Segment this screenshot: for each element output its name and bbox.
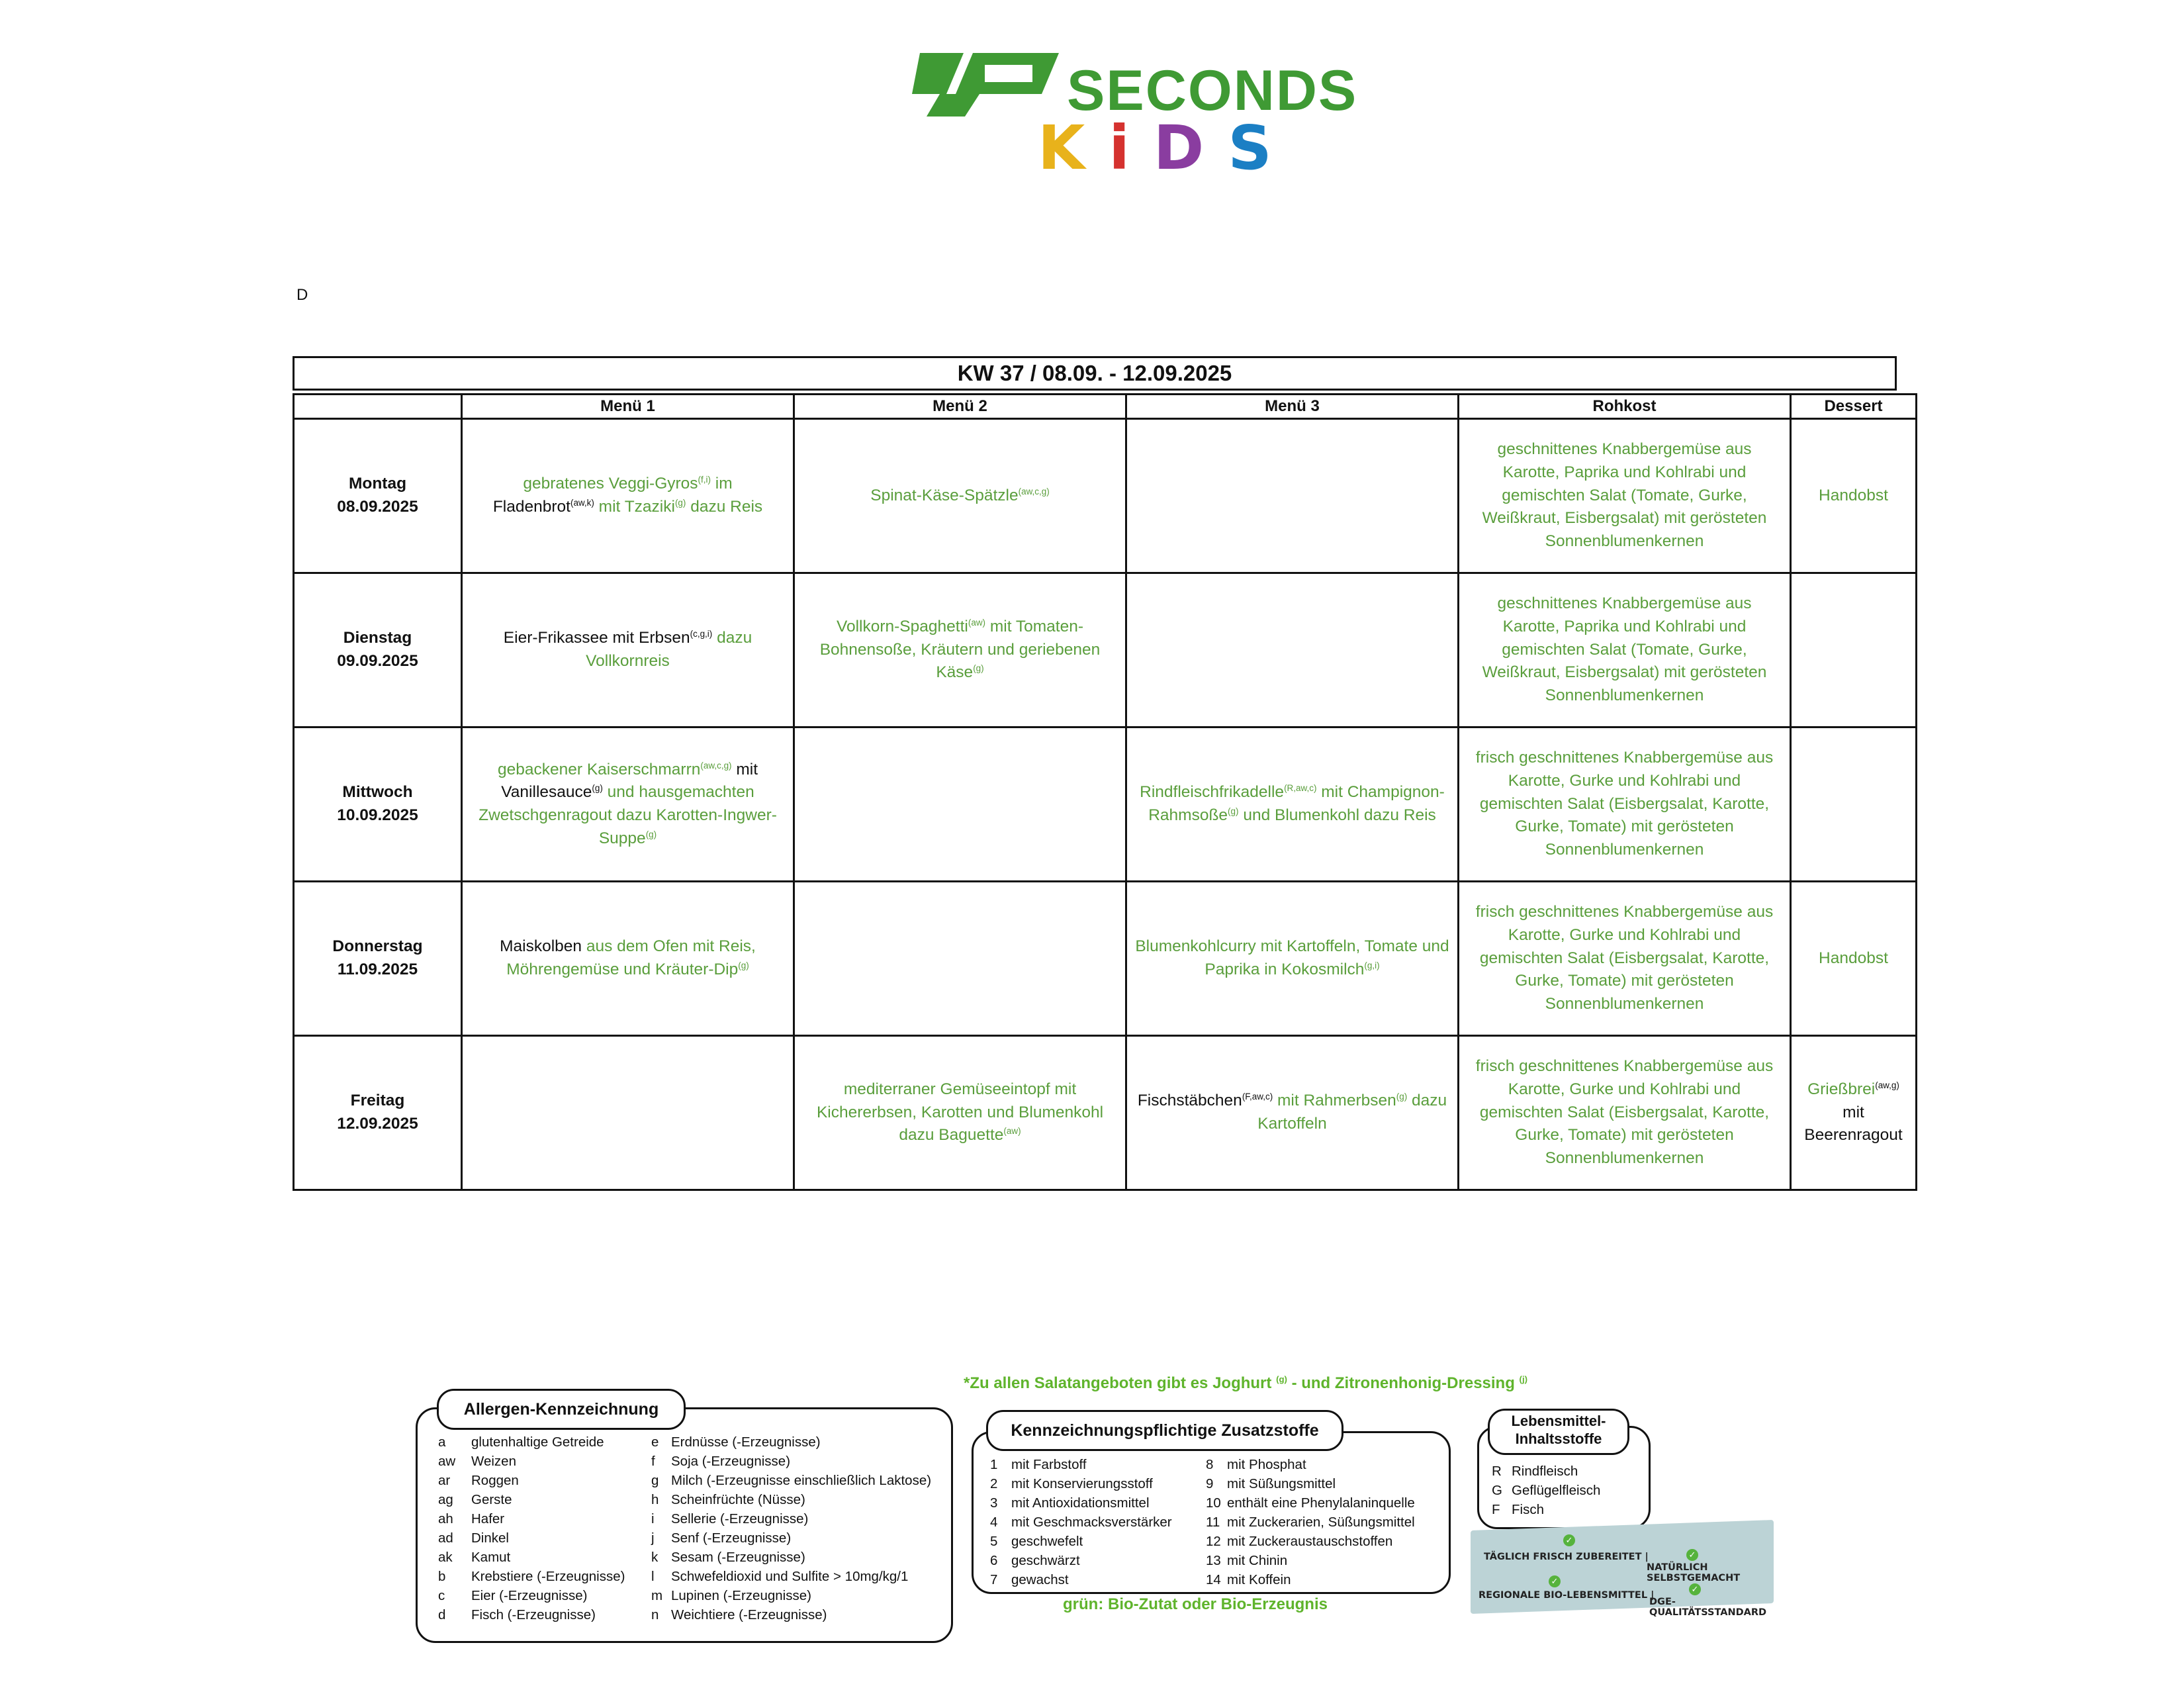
dish-text: Grießbrei — [1807, 1080, 1876, 1098]
dish-text: dazu Reis — [686, 498, 763, 516]
legend-item — [1206, 1532, 1415, 1551]
allergen-code: (g) — [645, 829, 657, 839]
legend-item — [438, 1490, 625, 1509]
legend-label: Kamut — [471, 1550, 511, 1565]
legend-code: aw — [438, 1454, 456, 1469]
forty-logo-mark — [900, 53, 1066, 117]
legend-label: geschwärzt — [1011, 1553, 1080, 1568]
legend-code: b — [438, 1569, 446, 1584]
column-header-dessert: Dessert — [1791, 395, 1917, 419]
legend-code: 3 — [990, 1495, 998, 1511]
allergen-code: (F,aw,c) — [1242, 1092, 1273, 1102]
column-header-rohkost: Rohkost — [1459, 395, 1791, 419]
legend-item — [438, 1471, 625, 1490]
legend-code: ag — [438, 1492, 453, 1507]
legend-code: 11 — [1206, 1515, 1220, 1530]
kids-letter-s: S — [1228, 113, 1273, 183]
legend-code: 12 — [1206, 1534, 1221, 1549]
allergen-code: (R,aw,c) — [1284, 783, 1317, 794]
dish-text: im — [711, 475, 733, 493]
legend-code: 10 — [1206, 1495, 1221, 1511]
table-row — [294, 1036, 1917, 1190]
allergen-legend-title: Allergen-Kennzeichnung — [437, 1389, 686, 1430]
legend-item — [438, 1509, 625, 1528]
brand-logo — [900, 53, 1358, 183]
allergen-code: (aw,c,g) — [1018, 486, 1050, 496]
dessert-cell — [1791, 573, 1917, 727]
day-name: Freitag — [350, 1092, 405, 1110]
legend-code: j — [651, 1530, 655, 1546]
legend-code: k — [651, 1550, 659, 1565]
menu2-cell — [794, 1036, 1126, 1190]
dish-text: Maiskolben — [500, 937, 582, 956]
dish-text: Blumenkohlcurry mit Kartoffeln, Tomate und Paprika in Kokosmilch — [1135, 937, 1449, 979]
dish-text: und Blumenkohl dazu Reis — [1238, 806, 1436, 825]
legend-code: i — [651, 1511, 655, 1526]
dish-text: aus dem Ofen mit Reis, Möhrengemüse und Kräuter-Dip — [506, 937, 756, 979]
legend-label: gewachst — [1011, 1572, 1069, 1587]
menu2-cell — [794, 419, 1126, 573]
legend-item — [438, 1567, 625, 1586]
legend-code: 5 — [990, 1534, 998, 1549]
legend-label: Krebstiere (-Erzeugnisse) — [471, 1569, 625, 1584]
legend-label: Roggen — [471, 1473, 519, 1488]
allergen-code: (g) — [973, 663, 984, 674]
legend-code: R — [1492, 1464, 1502, 1479]
menu2-cell — [794, 882, 1126, 1036]
dish-text: Handobst — [1819, 949, 1888, 967]
menu-table — [293, 393, 1917, 1191]
table-row — [294, 573, 1917, 727]
rohkost-cell — [1459, 1036, 1791, 1190]
bio-legend-note: grün: Bio-Zutat oder Bio-Erzeugnis — [1063, 1595, 1328, 1613]
legend-item — [1206, 1493, 1415, 1513]
dessert-cell — [1791, 419, 1917, 573]
dish-text: Vollkorn-Spaghetti — [836, 617, 968, 635]
legend-code: n — [651, 1607, 659, 1622]
legend-label: mit Farbstoff — [1011, 1457, 1087, 1472]
legend-code: d — [438, 1607, 446, 1622]
rohkost-cell — [1459, 419, 1791, 573]
legend-code: 8 — [1206, 1457, 1214, 1472]
legend-code: c — [438, 1588, 445, 1603]
dish-text: mediterraner Gemüseeintopf mit Kichererbsen, Karotten und Blumenkohl dazu Baguette — [816, 1080, 1104, 1145]
legend-label: Hafer — [471, 1511, 505, 1526]
legend-label: Gerste — [471, 1492, 512, 1507]
legend-item — [990, 1493, 1172, 1513]
menu1-cell — [462, 1036, 794, 1190]
legend-label: mit Zuckeraustauschstoffen — [1227, 1534, 1393, 1549]
day-cell — [294, 419, 462, 573]
legend-item — [438, 1528, 625, 1548]
legend-item — [990, 1551, 1172, 1570]
allergen-code: (aw,k) — [570, 497, 594, 508]
legend-code: g — [651, 1473, 659, 1488]
legend-label: Soja (-Erzeugnisse) — [671, 1454, 791, 1469]
legend-item — [1206, 1570, 1415, 1589]
dish-text: Spinat-Käse-Spätzle — [870, 486, 1019, 504]
legend-label: Weizen — [471, 1454, 516, 1469]
brand-kids — [1038, 113, 1273, 183]
legend-label: geschwefelt — [1011, 1534, 1083, 1549]
legend-item — [651, 1548, 931, 1567]
banner-text-dge: DGE-QUALITÄTSSTANDARD — [1649, 1597, 1767, 1618]
legend-code: 6 — [990, 1553, 998, 1568]
rohkost-cell — [1459, 573, 1791, 727]
dish-text: geschnittenes Knabbergemüse aus Karotte, Paprika und Kohlrabi und gemischten Salat (Tomate, Gurke, Weißkraut, Eisbergsalat) mit gerösteten Sonnenblumenkernen — [1482, 594, 1767, 705]
legend-item — [651, 1509, 931, 1528]
legend-label: mit Zuckerarien, Süßungsmittel — [1227, 1515, 1415, 1530]
legend-item — [1492, 1500, 1600, 1519]
legend-item — [651, 1605, 931, 1624]
day-cell — [294, 882, 462, 1036]
check-icon: ✓ — [1686, 1549, 1698, 1561]
dish-text: mit Tzaziki — [594, 498, 675, 516]
legend-code: ah — [438, 1511, 453, 1526]
legend-label: Sellerie (-Erzeugnisse) — [671, 1511, 809, 1526]
salad-note-text2: - und Zitronenhonig-Dressing — [1287, 1374, 1520, 1392]
legend-label: mit Süßungsmittel — [1227, 1476, 1336, 1491]
allergen-code: (g) — [592, 783, 603, 794]
legend-item — [990, 1474, 1172, 1493]
legend-item — [438, 1548, 625, 1567]
dessert-cell — [1791, 882, 1917, 1036]
legend-item — [438, 1605, 625, 1624]
legend-label: Scheinfrüchte (Nüsse) — [671, 1492, 805, 1507]
menu1-cell — [462, 573, 794, 727]
menu2-cell — [794, 573, 1126, 727]
banner-text-homemade: NATÜRLICH SELBSTGEMACHT — [1647, 1562, 1741, 1583]
legend-label: mit Phosphat — [1227, 1457, 1306, 1472]
allergen-list-left — [438, 1432, 625, 1624]
rohkost-cell — [1459, 727, 1791, 882]
dish-text: mit Beerenragout — [1804, 1103, 1903, 1145]
legend-label: mit Antioxidationsmittel — [1011, 1495, 1150, 1511]
legend-item — [990, 1570, 1172, 1589]
legend-label: glutenhaltige Getreide — [471, 1434, 604, 1450]
dessert-cell — [1791, 1036, 1917, 1190]
table-header-row — [294, 395, 1917, 419]
dish-text: und hausgemachten Zwetschgenragout dazu Karotten-Ingwer-Suppe — [478, 783, 777, 847]
dish-text: Fladenbrot — [492, 498, 570, 516]
legend-item — [990, 1532, 1172, 1551]
legend-label: Geflügelfleisch — [1512, 1483, 1601, 1498]
check-icon: ✓ — [1549, 1575, 1561, 1587]
dish-text: dazu Vollkornreis — [586, 629, 752, 671]
legend-label: Lupinen (-Erzeugnisse) — [671, 1588, 811, 1603]
legend-label: enthält eine Phenylalaninquelle — [1227, 1495, 1415, 1511]
legend-item — [990, 1455, 1172, 1474]
food-contents-title-line1: Lebensmittel- — [1511, 1413, 1606, 1429]
dish-text: frisch geschnittenes Knabbergemüse aus Karotte, Gurke und Kohlrabi und gemischten Salat (Eisbergsalat, Karotte, Gurke, Tomate) mit gerösteten Sonnenblumenkernen — [1475, 749, 1774, 859]
dish-text: frisch geschnittenes Knabbergemüse aus Karotte, Gurke und Kohlrabi und gemischten Salat (Eisbergsalat, Karotte, Gurke, Tomate) mit gerösteten Sonnenblumenkernen — [1475, 903, 1774, 1013]
dish-text: Handobst — [1819, 486, 1888, 504]
legend-label: Senf (-Erzeugnisse) — [671, 1530, 792, 1546]
additives-list-left — [990, 1455, 1172, 1589]
legend-label: Sesam (-Erzeugnisse) — [671, 1550, 805, 1565]
kids-letter-k: K — [1038, 113, 1087, 183]
allergen-code: (g) — [1228, 806, 1239, 816]
allergen-code: (c,g,i) — [690, 629, 713, 639]
day-date: 11.09.2025 — [337, 961, 418, 979]
legend-code: h — [651, 1492, 659, 1507]
menu2-cell — [794, 727, 1126, 882]
additives-legend-title: Kennzeichnungspflichtige Zusatzstoffe — [986, 1410, 1343, 1451]
legend-code: 4 — [990, 1515, 998, 1530]
legend-label: Erdnüsse (-Erzeugnisse) — [671, 1434, 821, 1450]
column-header-menu1: Menü 1 — [462, 395, 794, 419]
salad-note-text: *Zu allen Salatangeboten gibt es Joghurt — [964, 1374, 1277, 1392]
legend-item — [1206, 1455, 1415, 1474]
salad-note-sup1: (g) — [1276, 1374, 1287, 1384]
check-icon: ✓ — [1689, 1583, 1701, 1595]
brand-name: SECONDS — [1067, 59, 1358, 122]
legend-code: ad — [438, 1530, 453, 1546]
allergen-code: (aw) — [1003, 1126, 1021, 1137]
column-header-day — [294, 395, 462, 419]
dish-text: dazu Kartoffeln — [1257, 1092, 1447, 1133]
legend-item — [1206, 1474, 1415, 1493]
allergen-code: (aw,c,g) — [700, 760, 732, 771]
legend-code: 7 — [990, 1572, 998, 1587]
day-date: 10.09.2025 — [337, 806, 418, 825]
food-contents-list — [1492, 1462, 1600, 1519]
legend-code: 9 — [1206, 1476, 1214, 1491]
legend-item — [651, 1528, 931, 1548]
legend-item — [651, 1432, 931, 1452]
allergen-code: (g) — [1396, 1092, 1408, 1102]
stray-letter: D — [296, 286, 308, 304]
table-row — [294, 727, 1917, 882]
rohkost-cell — [1459, 882, 1791, 1036]
dish-text: mit Champignon-Rahmsoße — [1148, 783, 1445, 825]
day-cell — [294, 1036, 462, 1190]
legend-label: Milch (-Erzeugnisse einschließlich Laktose) — [671, 1473, 932, 1488]
legend-label: mit Konservierungsstoff — [1011, 1476, 1153, 1491]
menu3-cell — [1126, 727, 1459, 882]
dessert-cell — [1791, 727, 1917, 882]
dish-text: frisch geschnittenes Knabbergemüse aus Karotte, Gurke und Kohlrabi und gemischten Salat (Eisbergsalat, Karotte, Gurke, Tomate) mit gerösteten Sonnenblumenkernen — [1475, 1057, 1774, 1168]
legend-code: F — [1492, 1502, 1500, 1517]
food-contents-title — [1488, 1409, 1629, 1455]
salad-note-sup2: (j) — [1519, 1374, 1527, 1384]
allergen-code: (aw) — [968, 617, 986, 628]
day-cell — [294, 727, 462, 882]
legend-code: l — [651, 1569, 655, 1584]
dish-text: Rindfleischfrikadelle — [1140, 783, 1285, 802]
menu1-cell — [462, 882, 794, 1036]
legend-code: 14 — [1206, 1572, 1221, 1587]
legend-item — [1492, 1481, 1600, 1500]
dish-text: Eier-Frikassee mit Erbsen — [503, 629, 690, 647]
legend-item — [990, 1513, 1172, 1532]
additives-list-right — [1206, 1455, 1415, 1589]
allergen-code: (f,i) — [698, 475, 711, 485]
dish-text: mit Rahmerbsen — [1273, 1092, 1396, 1110]
column-header-menu2: Menü 2 — [794, 395, 1126, 419]
allergen-code: (g) — [738, 960, 749, 970]
table-row — [294, 882, 1917, 1036]
day-date: 12.09.2025 — [337, 1115, 418, 1133]
legend-code: 13 — [1206, 1553, 1221, 1568]
day-cell — [294, 573, 462, 727]
week-title: KW 37 / 08.09. - 12.09.2025 — [293, 356, 1897, 391]
allergen-list-right — [651, 1432, 931, 1624]
legend-label: Schwefeldioxid und Sulfite > 10mg/kg/1 — [671, 1569, 909, 1584]
dish-text: gebackener Kaiserschmarrn — [497, 760, 701, 778]
salad-dressing-note — [964, 1374, 1527, 1393]
legend-label: mit Geschmacksverstärker — [1011, 1515, 1172, 1530]
column-header-menu3: Menü 3 — [1126, 395, 1459, 419]
quality-banner — [1471, 1525, 1774, 1618]
legend-code: a — [438, 1434, 446, 1450]
legend-code: 2 — [990, 1476, 998, 1491]
legend-label: Rindfleisch — [1512, 1464, 1578, 1479]
legend-item — [651, 1586, 931, 1605]
banner-text-fresh: TÄGLICH FRISCH ZUBEREITET | — [1484, 1552, 1649, 1562]
legend-code: m — [651, 1588, 663, 1603]
dish-text: geschnittenes Knabbergemüse aus Karotte, Paprika und Kohlrabi und gemischten Salat (Tomate, Gurke, Weißkraut, Eisbergsalat) mit gerösteten Sonnenblumenkernen — [1482, 440, 1767, 551]
kids-letter-i: i — [1109, 113, 1131, 183]
table-row — [294, 419, 1917, 573]
day-date: 09.09.2025 — [337, 652, 418, 671]
day-name: Dienstag — [343, 629, 412, 647]
menu3-cell — [1126, 882, 1459, 1036]
menu1-cell — [462, 419, 794, 573]
legend-code: ar — [438, 1473, 451, 1488]
check-icon: ✓ — [1563, 1534, 1575, 1546]
legend-label: mit Koffein — [1227, 1572, 1291, 1587]
legend-item — [1206, 1513, 1415, 1532]
legend-code: G — [1492, 1483, 1502, 1498]
menu3-cell — [1126, 1036, 1459, 1190]
allergen-code: (g) — [674, 497, 686, 508]
legend-item — [438, 1432, 625, 1452]
legend-label: Fisch — [1512, 1502, 1544, 1517]
legend-label: Dinkel — [471, 1530, 509, 1546]
legend-item — [651, 1490, 931, 1509]
legend-item — [651, 1471, 931, 1490]
day-date: 08.09.2025 — [337, 498, 418, 516]
kids-letter-d: D — [1153, 113, 1206, 183]
legend-label: Weichtiere (-Erzeugnisse) — [671, 1607, 827, 1622]
dish-text: gebratenes Veggi-Gyros — [523, 475, 698, 493]
allergen-code: (g,i) — [1364, 960, 1380, 970]
legend-item — [651, 1567, 931, 1586]
dish-text: Fischstäbchen — [1137, 1092, 1242, 1110]
allergen-code: (aw,g) — [1875, 1080, 1899, 1090]
legend-item — [438, 1586, 625, 1605]
legend-item — [1206, 1551, 1415, 1570]
day-name: Donnerstag — [332, 937, 423, 956]
legend-code: ak — [438, 1550, 453, 1565]
legend-item — [1492, 1462, 1600, 1481]
legend-item — [651, 1452, 931, 1471]
dish-text: mit Vanillesauce — [501, 760, 758, 802]
food-contents-title-line2: Inhaltsstoffe — [1515, 1430, 1602, 1447]
menu3-cell — [1126, 419, 1459, 573]
menu1-cell — [462, 727, 794, 882]
legend-code: 1 — [990, 1457, 998, 1472]
day-name: Montag — [348, 475, 407, 493]
legend-code: f — [651, 1454, 655, 1469]
menu3-cell — [1126, 573, 1459, 727]
legend-label: mit Chinin — [1227, 1553, 1288, 1568]
day-name: Mittwoch — [342, 783, 413, 802]
dish-text: mit Tomaten-Bohnensoße, Kräutern und geriebenen Käse — [819, 617, 1101, 682]
banner-text-regional: REGIONALE BIO-LEBENSMITTEL | — [1479, 1590, 1655, 1601]
legend-label: Fisch (-Erzeugnisse) — [471, 1607, 596, 1622]
legend-item — [438, 1452, 625, 1471]
legend-label: Eier (-Erzeugnisse) — [471, 1588, 588, 1603]
legend-code: e — [651, 1434, 659, 1450]
